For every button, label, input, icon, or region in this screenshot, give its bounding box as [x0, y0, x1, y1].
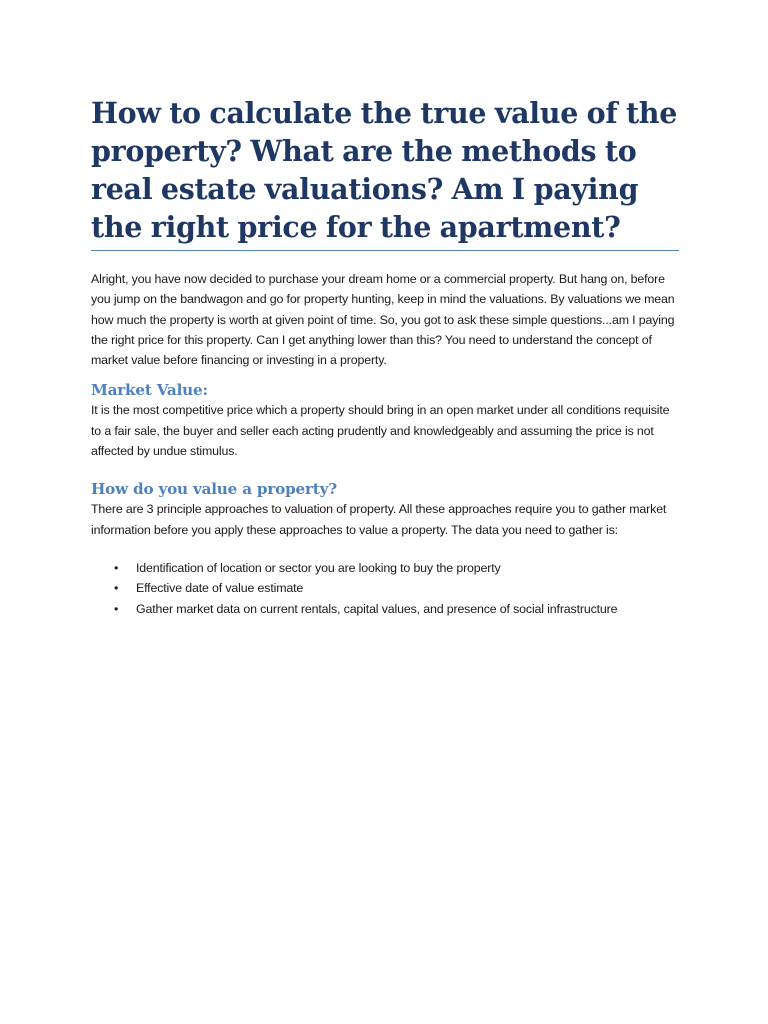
market-value-paragraph: It is the most competitive price which a property should bring in an open market under all conditions requisite to a fair sale, the buyer and seller each acting prudently and knowledgeably and assuming the price is not affected by undue stimulus.	[91, 403, 670, 459]
list-item	[91, 578, 679, 598]
list-item	[91, 599, 679, 619]
bullet-icon: •	[114, 601, 119, 616]
list-item-text: Gather market data on current rentals, capital values, and presence of social infrastructure	[136, 601, 618, 616]
how-to-value-paragraph: There are 3 principle approaches to valuation of property. All these approaches require you to gather market information before you apply these approaches to value a property. The data you need to gather is:	[91, 502, 667, 537]
bullet-icon: •	[114, 581, 119, 596]
data-to-gather-list	[91, 558, 679, 619]
bullet-icon: •	[114, 560, 119, 575]
document-title: How to calculate the true value of the property? What are the methods to real estate valuations? Am I paying the right price for the apartment?	[91, 94, 679, 251]
section-heading-market-value: Market Value:	[91, 381, 208, 400]
section-heading-how-to-value: How do you value a property?	[91, 480, 337, 499]
list-item-text: Effective date of value estimate	[136, 581, 304, 596]
intro-paragraph: Alright, you have now decided to purchase your dream home or a commercial property. But hang on, before you jump on the bandwagon and go for property hunting, keep in mind the valuations. By valuations we mean how much the property is worth at given point of time. So, you got to ask these simple questions...am I paying the right price for this property. Can I get anything lower than this? You need to understand the concept of market value before financing or investing in a property.	[91, 272, 675, 368]
document-content	[91, 94, 679, 619]
list-item-text: Identification of location or sector you are looking to buy the property	[136, 560, 501, 575]
list-item	[91, 558, 679, 578]
